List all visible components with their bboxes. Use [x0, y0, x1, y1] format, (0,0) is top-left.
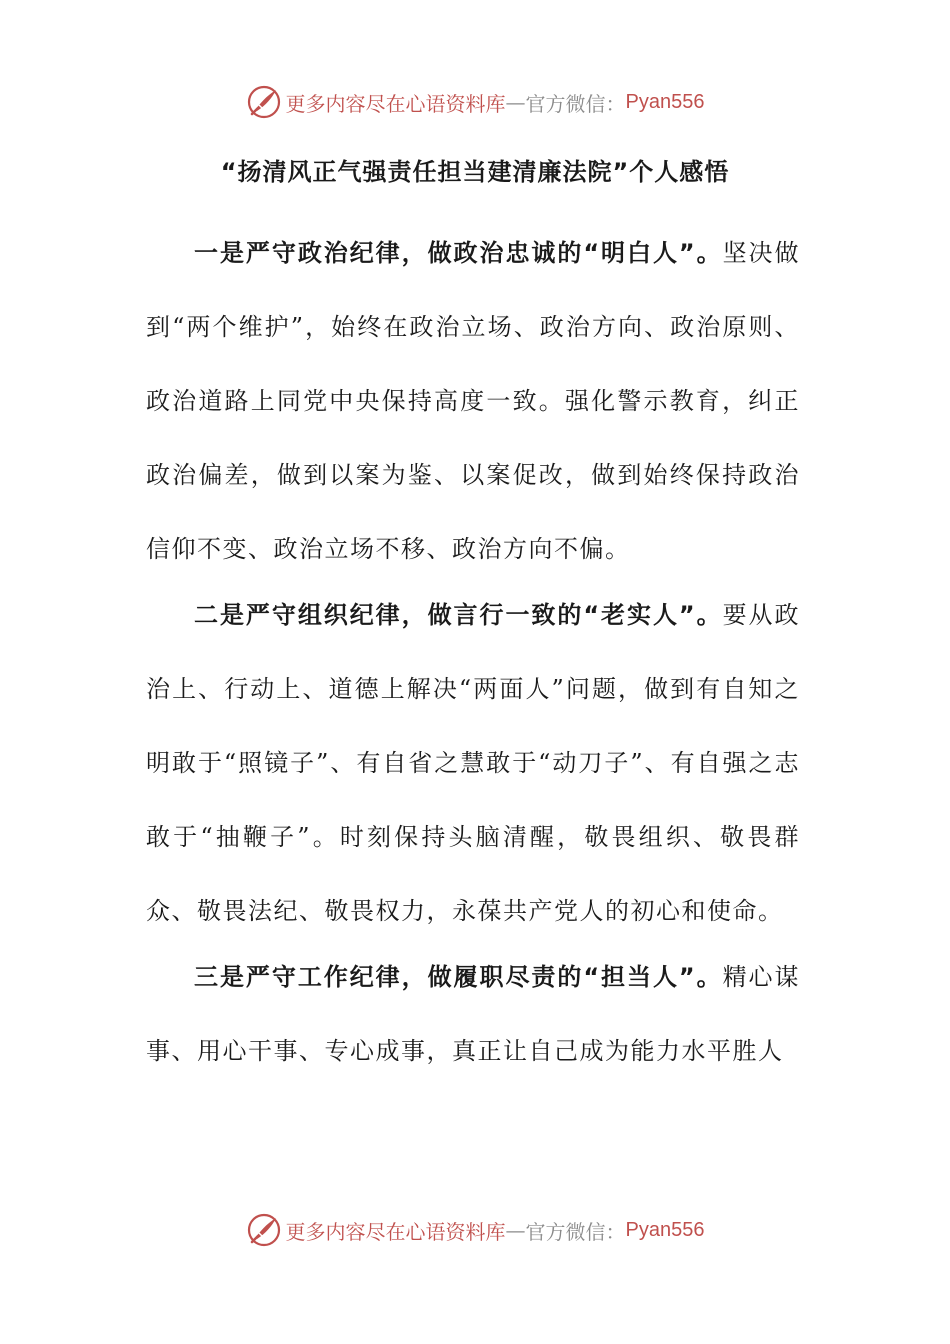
watermark-text: 更多内容尽在心语资料库: [285, 1219, 506, 1244]
wechat-id: Pyan556: [625, 90, 705, 113]
quill-pen-logo-icon: [246, 1212, 282, 1248]
paragraph-lead: 二是严守组织纪律，做言行一致的“老实人”。: [194, 601, 723, 629]
document-body: [146, 216, 800, 1088]
watermark-text: 更多内容尽在心语资料库: [285, 91, 506, 116]
watermark-separator: —: [505, 1218, 526, 1242]
watermark-banner-top: [0, 80, 950, 124]
watermark-banner-bottom: [0, 1208, 950, 1252]
wechat-id: Pyan556: [625, 1218, 705, 1241]
document-title: “扬清风正气强责任担当建清廉法院”个人感悟: [220, 158, 730, 186]
watermark-separator: —: [505, 90, 526, 114]
paragraph-body: 坚决做到“两个维护”，始终在政治立场、政治方向、政治原则、政治道路上同党中央保持高度一致。强化警示教育，纠正政治偏差，做到以案为鉴、以案促改，做到始终保持政治信仰不变、政治立场不移、政治方向不偏。: [146, 239, 801, 563]
paragraph-1: [146, 216, 800, 586]
paragraph-lead: 三是严守工作纪律，做履职尽责的“担当人”。: [194, 963, 723, 991]
paragraph-body: 精心谋事、用心干事、专心成事，真正让自己成为能力水平胜人: [146, 963, 801, 1065]
paragraph-3: [146, 940, 800, 1088]
quill-pen-logo-icon: [246, 84, 282, 120]
wechat-label: 官方微信：: [525, 1219, 626, 1244]
paragraph-2: [146, 578, 800, 948]
wechat-label: 官方微信：: [525, 91, 626, 116]
paragraph-lead: 一是严守政治纪律，做政治忠诚的“明白人”。: [194, 239, 723, 267]
paragraph-body: 要从政治上、行动上、道德上解决“两面人”问题，做到有自知之明敢于“照镜子”、有自省之慧敢于“动刀子”、有自强之志敢于“抽鞭子”。时刻保持头脑清醒，敬畏组织、敬畏群众、敬畏法纪、敬畏权力，永葆共产党人的初心和使命。: [146, 601, 801, 925]
